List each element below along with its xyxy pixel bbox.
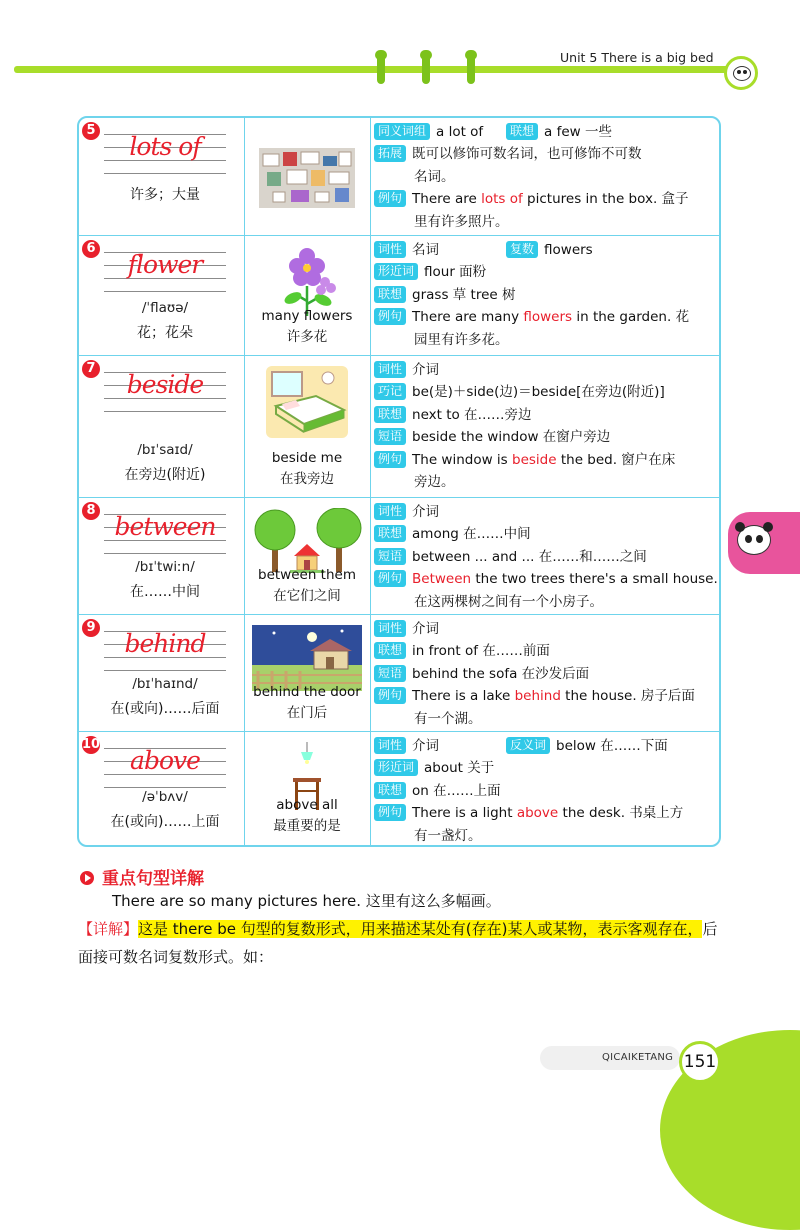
info-tag: 例句 xyxy=(374,804,406,821)
info-tag: 反义词 xyxy=(506,737,550,754)
info-line xyxy=(374,686,695,706)
unit-title: Unit 5 There is a big bed xyxy=(560,50,714,65)
headword: beside xyxy=(126,370,204,399)
info-tag: 短语 xyxy=(374,428,406,445)
info-text: beside xyxy=(512,451,557,468)
info-text: 介词 xyxy=(412,738,440,754)
phonetic: /bɪˈtwiːn/ xyxy=(135,559,195,575)
vocab-row-above xyxy=(79,732,719,845)
word-cell xyxy=(79,118,245,235)
info-tag: 词性 xyxy=(374,361,406,378)
info-tag: 拓展 xyxy=(374,145,406,162)
info-tag: 词性 xyxy=(374,503,406,520)
headword: above xyxy=(130,746,200,775)
meaning: 许多；大量 xyxy=(130,187,200,203)
word-cell xyxy=(79,732,245,845)
info-text: flour 面粉 xyxy=(424,264,487,281)
info-line xyxy=(374,736,668,756)
info-text: There are xyxy=(412,191,482,208)
binder-pin-icon xyxy=(377,52,385,84)
info-text: between ... and ... 在……和……之间 xyxy=(412,548,647,565)
info-tag: 例句 xyxy=(374,570,406,587)
picture-caption: between them xyxy=(258,567,356,583)
info-text: 名词。 xyxy=(414,168,455,185)
info-tag: 形近词 xyxy=(374,263,418,280)
info-text: a lot of xyxy=(436,124,484,140)
info-text: in front of 在……前面 xyxy=(412,643,550,660)
picture-cell xyxy=(244,498,371,614)
info-text: be(是)＋side(边)＝beside[在旁边(附近)] xyxy=(412,384,665,401)
info-text: the two trees there's a small house. xyxy=(471,571,718,588)
explain-label: 【详解】 xyxy=(78,920,139,938)
play-bullet-icon xyxy=(80,871,94,885)
info-tag: 巧记 xyxy=(374,383,406,400)
info-text: 有一个湖。 xyxy=(414,710,482,727)
picture-caption: behind the door xyxy=(253,684,361,700)
info-line xyxy=(374,262,486,282)
entry-number: 8 xyxy=(82,502,100,520)
picture-caption: above all xyxy=(276,797,338,813)
picture-cell xyxy=(244,236,371,355)
info-text: 里有许多照片。 xyxy=(414,213,509,230)
info-cell xyxy=(370,118,719,235)
picture-caption-cn: 在门后 xyxy=(286,705,328,721)
info-text: The window is xyxy=(412,451,512,468)
info-text: 在这两棵树之间有一个小房子。 xyxy=(414,593,603,610)
info-line xyxy=(374,212,509,232)
picture-caption-cn: 最重要的是 xyxy=(273,818,341,834)
picture-cell xyxy=(244,615,371,731)
info-line xyxy=(374,330,509,350)
info-tag: 例句 xyxy=(374,308,406,325)
info-text: the desk. 书桌上方 xyxy=(558,805,684,822)
info-text: 介词 xyxy=(412,504,440,520)
meaning: 在……中间 xyxy=(130,584,200,600)
info-line xyxy=(374,450,675,470)
vocab-row-flower xyxy=(79,236,719,356)
phonetic: /ˈflaʊə/ xyxy=(141,300,189,316)
info-tag: 形近词 xyxy=(374,759,418,776)
info-tag: 联想 xyxy=(506,123,538,140)
info-line xyxy=(374,803,683,823)
meaning: 花；花朵 xyxy=(137,325,193,341)
info-text: 介词 xyxy=(412,621,440,637)
page-number: 151 xyxy=(679,1041,721,1083)
entry-number: 5 xyxy=(82,122,100,140)
info-tag: 例句 xyxy=(374,687,406,704)
entry-number: 7 xyxy=(82,360,100,378)
phonetic: /bɪˈhaɪnd/ xyxy=(132,676,198,692)
info-text: pictures in the box. 盒子 xyxy=(522,191,689,208)
picture-caption-cn: 在它们之间 xyxy=(273,588,341,604)
info-text: grass 草 tree 树 xyxy=(412,286,516,303)
info-text: lots of xyxy=(481,191,523,208)
info-cell xyxy=(370,498,719,614)
info-text: There is a lake xyxy=(412,688,515,705)
info-tag: 复数 xyxy=(506,241,538,258)
picture-cell xyxy=(244,732,371,845)
info-line xyxy=(374,307,689,327)
info-line xyxy=(374,569,718,589)
info-tag: 联想 xyxy=(374,642,406,659)
info-tag: 联想 xyxy=(374,782,406,799)
info-tag: 联想 xyxy=(374,525,406,542)
info-line xyxy=(374,189,689,209)
meaning: 在旁边(附近) xyxy=(124,467,206,483)
info-text: the bed. 窗户在床 xyxy=(556,451,676,468)
info-text: the house. 房子后面 xyxy=(560,688,695,705)
info-tag: 词性 xyxy=(374,241,406,258)
info-cell xyxy=(370,236,719,355)
explain-rest: 后面接可数名词复数形式。如： xyxy=(78,920,718,966)
entry-number: 9 xyxy=(82,619,100,637)
info-tag: 例句 xyxy=(374,451,406,468)
vocabulary-table xyxy=(77,116,721,847)
panda-side-tab xyxy=(728,512,800,574)
info-tag: 联想 xyxy=(374,286,406,303)
info-cell xyxy=(370,615,719,731)
phonetic: /əˈbʌv/ xyxy=(142,789,188,805)
panda-icon xyxy=(737,525,771,555)
info-text: above xyxy=(516,805,559,822)
info-text: among 在……中间 xyxy=(412,526,531,543)
info-text: next to 在……旁边 xyxy=(412,406,532,423)
info-text: 有一盏灯。 xyxy=(414,827,482,844)
info-tag: 短语 xyxy=(374,665,406,682)
info-text: on 在……上面 xyxy=(412,782,501,799)
info-text: below 在……下面 xyxy=(556,738,668,754)
section-title xyxy=(80,864,204,889)
panda-icon xyxy=(724,56,758,90)
info-line xyxy=(374,360,439,380)
picture-caption-cn: 在我旁边 xyxy=(280,471,334,487)
info-line xyxy=(374,240,593,260)
info-text: a few 一些 xyxy=(544,124,612,140)
info-line xyxy=(374,547,647,567)
info-line xyxy=(374,427,610,447)
explain-highlight-1: 这是 there be 句型的复数形式，用来描述某处有(存在)某人或某物，表示 xyxy=(138,920,628,938)
picture-caption: many flowers xyxy=(261,308,353,324)
headword: behind xyxy=(124,629,206,658)
picture-wall-icon xyxy=(244,148,370,208)
word-cell xyxy=(79,615,245,731)
info-tag: 词性 xyxy=(374,620,406,637)
info-line xyxy=(374,664,589,684)
info-cell xyxy=(370,732,719,845)
headword: between xyxy=(114,512,216,541)
footer-brand: QICAIKETANG xyxy=(602,1052,674,1063)
info-cell xyxy=(370,356,719,497)
vocab-row-beside xyxy=(79,356,719,498)
picture-caption: beside me xyxy=(271,450,343,466)
vocab-row-behind xyxy=(79,615,719,732)
info-text: 旁边。 xyxy=(414,474,455,490)
picture-cell xyxy=(244,356,371,497)
info-line xyxy=(374,167,455,187)
explanation xyxy=(78,915,728,971)
info-text: in the garden. 花 xyxy=(572,309,690,326)
headword: lots of xyxy=(129,132,201,161)
info-text: 介词 xyxy=(412,362,440,378)
info-line xyxy=(374,619,439,639)
headword: flower xyxy=(127,250,203,279)
info-text: flowers xyxy=(523,309,573,326)
info-line xyxy=(374,405,532,425)
word-cell xyxy=(79,498,245,614)
info-line xyxy=(374,781,501,801)
info-text: 园里有许多花。 xyxy=(414,331,509,348)
meaning: 在(或向)……后面 xyxy=(110,701,220,717)
binder-pin-icon xyxy=(467,52,475,84)
info-line xyxy=(374,758,494,778)
info-line xyxy=(374,382,665,402)
binder-pin-icon xyxy=(422,52,430,84)
info-text: There are many xyxy=(412,309,524,326)
explain-highlight-2: 客观存在， xyxy=(627,920,703,938)
info-line xyxy=(374,641,550,661)
info-text: beside the window 在窗户旁边 xyxy=(412,429,611,446)
info-tag: 联想 xyxy=(374,406,406,423)
info-line xyxy=(374,592,603,612)
meaning: 在(或向)……上面 xyxy=(110,814,220,830)
vocab-row-lots-of xyxy=(79,118,719,236)
entry-number: 10 xyxy=(82,737,101,752)
info-line xyxy=(374,709,482,729)
word-cell xyxy=(79,236,245,355)
bed-icon xyxy=(244,366,370,438)
entry-number: 6 xyxy=(82,240,100,258)
info-line xyxy=(374,472,455,492)
vocab-row-between xyxy=(79,498,719,615)
header-bar xyxy=(14,66,734,73)
info-line xyxy=(374,144,642,164)
info-line xyxy=(374,122,612,142)
info-text: behind xyxy=(514,688,561,705)
info-line xyxy=(374,524,531,544)
info-line xyxy=(374,285,516,305)
info-line xyxy=(374,502,439,522)
info-tag: 例句 xyxy=(374,190,406,207)
picture-cell xyxy=(244,118,371,235)
info-text: 既可以修饰可数名词，也可修饰不可数 xyxy=(412,146,642,163)
info-text: 名词 xyxy=(412,242,440,258)
picture-caption-cn: 许多花 xyxy=(286,329,328,345)
phonetic: /bɪˈsaɪd/ xyxy=(137,442,193,458)
info-text: about 关于 xyxy=(424,760,495,777)
word-cell xyxy=(79,356,245,497)
info-text: There is a light xyxy=(412,805,517,822)
key-sentence: There are so many pictures here. 这里有这么多幅画。 xyxy=(112,892,501,910)
info-text: flowers xyxy=(544,242,593,258)
section-title-text: 重点句型详解 xyxy=(102,869,204,889)
info-tag: 同义词组 xyxy=(374,123,430,140)
info-line xyxy=(374,826,482,846)
info-tag: 词性 xyxy=(374,737,406,754)
info-tag: 短语 xyxy=(374,548,406,565)
info-text: Between xyxy=(412,571,472,588)
info-text: behind the sofa 在沙发后面 xyxy=(412,665,590,682)
